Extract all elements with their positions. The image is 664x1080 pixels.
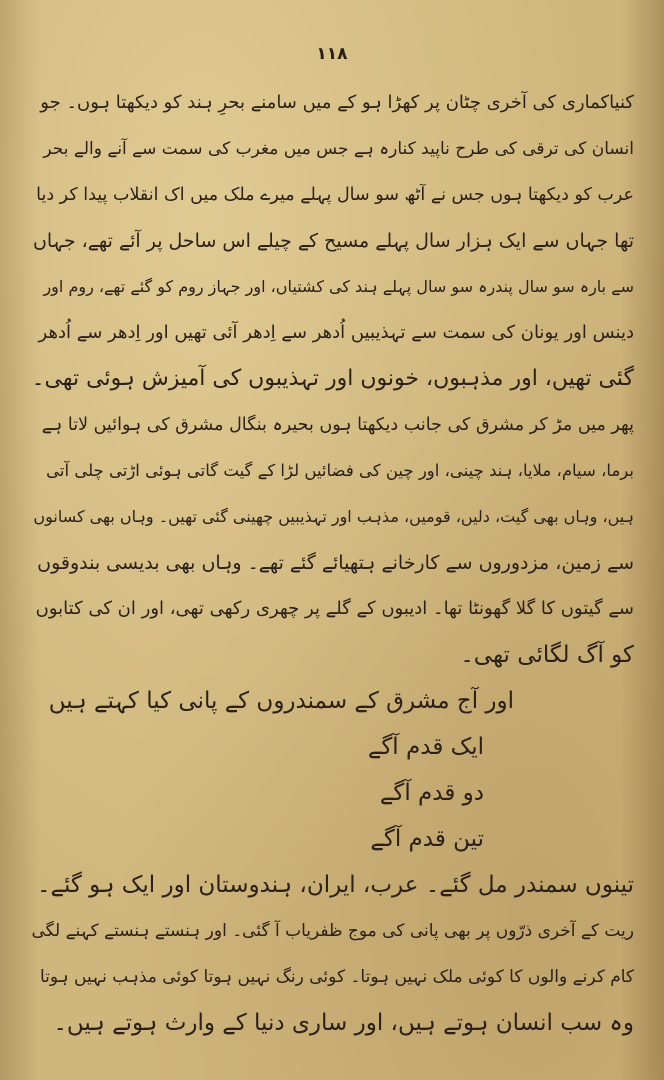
text-line: تھا جہاں سے ایک ہزار سال پہلے مسیح کے چیلے اس ساحل پر آئے تھے، جہاں	[32, 230, 634, 252]
page-body	[30, 80, 634, 1046]
poem-line: دو قدم آگے	[379, 780, 484, 806]
text-line: دینس اور یونان کی سمت سے تہذیبیں اُدھر سے اِدھر آئی تھیں اور اِدھر سے اُدھر	[38, 322, 634, 343]
closing-paragraph	[30, 862, 634, 1046]
page-number: ۱۱۸	[316, 44, 348, 64]
poem	[30, 678, 634, 862]
poem-line: ایک قدم آگے	[367, 734, 484, 760]
paragraph-1	[30, 80, 634, 402]
text-line: سے گیتوں کا گلا گھونٹا تھا۔ ادیبوں کے گلے پر چھری رکھی تھی، اور ان کی کتابوں	[35, 598, 634, 619]
text-line: تینوں سمندر مل گئے۔ عرب، ایران، ہندوستان اور ایک ہو گئے۔	[36, 872, 634, 898]
text-line: ہیں، وہاں بھی گیت، دلیں، قومیں، مذہب اور تہذیبیں چھینی گئی تھیں۔ وہاں بھی کسانوں	[33, 507, 634, 526]
paragraph-2	[30, 402, 634, 678]
poem-line: تین قدم آگے	[370, 826, 484, 852]
text-line: عرب کو دیکھتا ہوں جس نے آٹھ سو سال پہلے میرے ملک میں اک انقلاب پیدا کر دیا	[36, 185, 634, 205]
text-line: گئی تھیں، اور مذہبوں، خونوں اور تہذیبوں کی آمیزش ہوئی تھی۔	[31, 366, 634, 391]
text-line: سے بارہ سو سال پندرہ سو سال پہلے ہند کی کشتیاں، اور جہاز روم کو گئے تھے، روم اور	[43, 277, 634, 296]
text-line: برما، سیام، ملایا، ہند چینی، اور چین کی فضائیں لڑا کے گیت گاتی ہوئی اڑتی چلی آتی	[46, 461, 634, 480]
text-line: انسان کی ترقی کی طرح ناپید کنارہ ہے جس میں مغرب کی سمت سے آنے والے بحر	[43, 139, 634, 159]
text-line: کنیاکماری کی آخری چٹان پر کھڑا ہو کے میں سامنے بحرِ ہند کو دیکھتا ہوں۔ جو	[40, 92, 634, 113]
poem-intro: اور آج مشرق کے سمندروں کے پانی کیا کہتے ہیں	[48, 688, 514, 714]
text-line: کام کرنے والوں کا کوئی ملک نہیں ہوتا۔ کوئی رنگ نہیں ہوتا کوئی مذہب نہیں ہوتا	[39, 967, 634, 987]
text-line: وہ سب انسان ہوتے ہیں، اور ساری دنیا کے وارث ہوتے ہیں۔	[53, 1010, 634, 1036]
text-line: پھر میں مڑ کر مشرق کی جانب دیکھتا ہوں بحیرہ بنگال مشرق کی ہوائیں لاتا ہے	[41, 415, 634, 435]
text-line: سے زمین، مزدوروں سے کارخانے ہتھیائے گئے تھے۔ وہاں بھی بدیسی بندوقوں	[37, 552, 634, 574]
text-line: ریت کے آخری ذرّوں پر بھی پانی کی موج ظفریاب آ گئی۔ اور ہنستے ہنستے کہنے لگی	[31, 921, 634, 941]
text-line: کو آگ لگائی تھی۔	[460, 642, 634, 668]
